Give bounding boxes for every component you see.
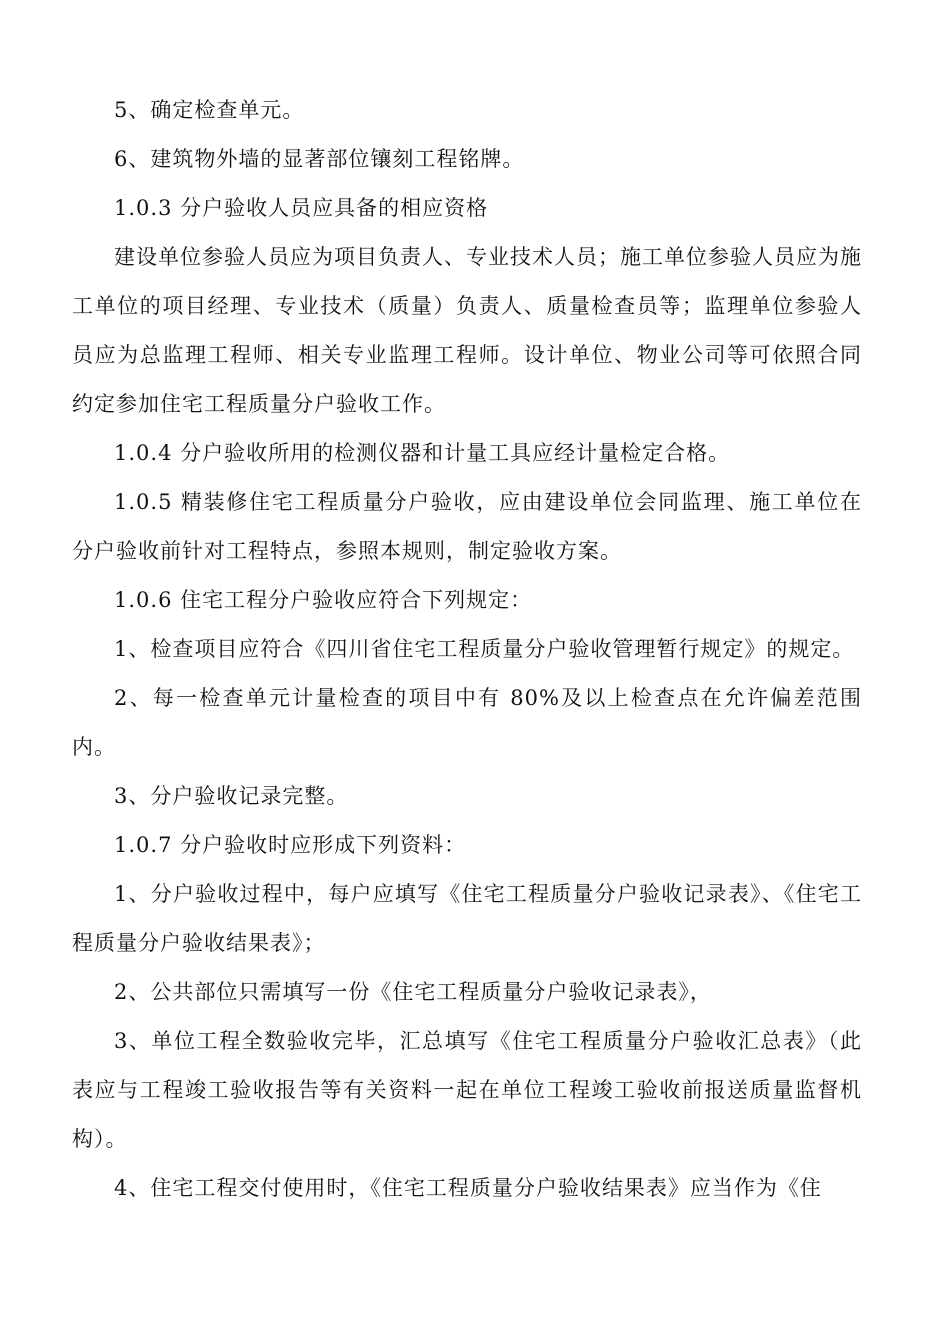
paragraph-rule-1: 1、检查项目应符合《四川省住宅工程质量分户验收管理暂行规定》的规定。 — [114, 637, 855, 661]
paragraph-item-5: 5、确定检查单元。 — [114, 98, 305, 122]
section-heading-1-0-7: 1.0.7 分户验收时应形成下列资料： — [114, 833, 467, 857]
paragraph-record-3: 3、单位工程全数验收完毕，汇总填写《住宅工程质量分户验收汇总表》（此表应与工程竣工验收报告等有关资料一起在单位工程竣工验收前报送质量监督机构）。 — [72, 1029, 862, 1151]
paragraph-qualifications: 建设单位参验人员应为项目负责人、专业技术人员；施工单位参验人员应为施工单位的项目经理、专业技术（质量）负责人、质量检查员等；监理单位参验人员应为总监理工程师、相关专业监理工程师。设计单位、物业公司等可依照合同约定参加住宅工程质量分户验收工作。 — [72, 245, 862, 416]
document-body — [72, 86, 862, 1213]
paragraph-item-6: 6、建筑物外墙的显著部位镶刻工程铭牌。 — [114, 147, 525, 171]
section-1-0-4: 1.0.4 分户验收所用的检测仪器和计量工具应经计量检定合格。 — [114, 441, 731, 465]
paragraph-record-1: 1、分户验收过程中，每户应填写《住宅工程质量分户验收记录表》、《住宅工程质量分户验收结果表》； — [72, 882, 862, 955]
paragraph-rule-2: 2、每一检查单元计量检查的项目中有 80%及以上检查点在允许偏差范围内。 — [72, 686, 862, 759]
section-heading-1-0-6: 1.0.6 住宅工程分户验收应符合下列规定： — [114, 588, 533, 612]
paragraph-record-2: 2、公共部位只需填写一份《住宅工程质量分户验收记录表》， — [114, 980, 712, 1004]
paragraph-record-4: 4、住宅工程交付使用时，《住宅工程质量分户验收结果表》应当作为《住 — [114, 1176, 822, 1200]
paragraph-rule-3: 3、分户验收记录完整。 — [114, 784, 349, 808]
section-1-0-5: 1.0.5 精装修住宅工程质量分户验收，应由建设单位会同监理、施工单位在分户验收前针对工程特点，参照本规则，制定验收方案。 — [72, 490, 862, 563]
section-heading-1-0-3: 1.0.3 分户验收人员应具备的相应资格 — [114, 196, 489, 220]
